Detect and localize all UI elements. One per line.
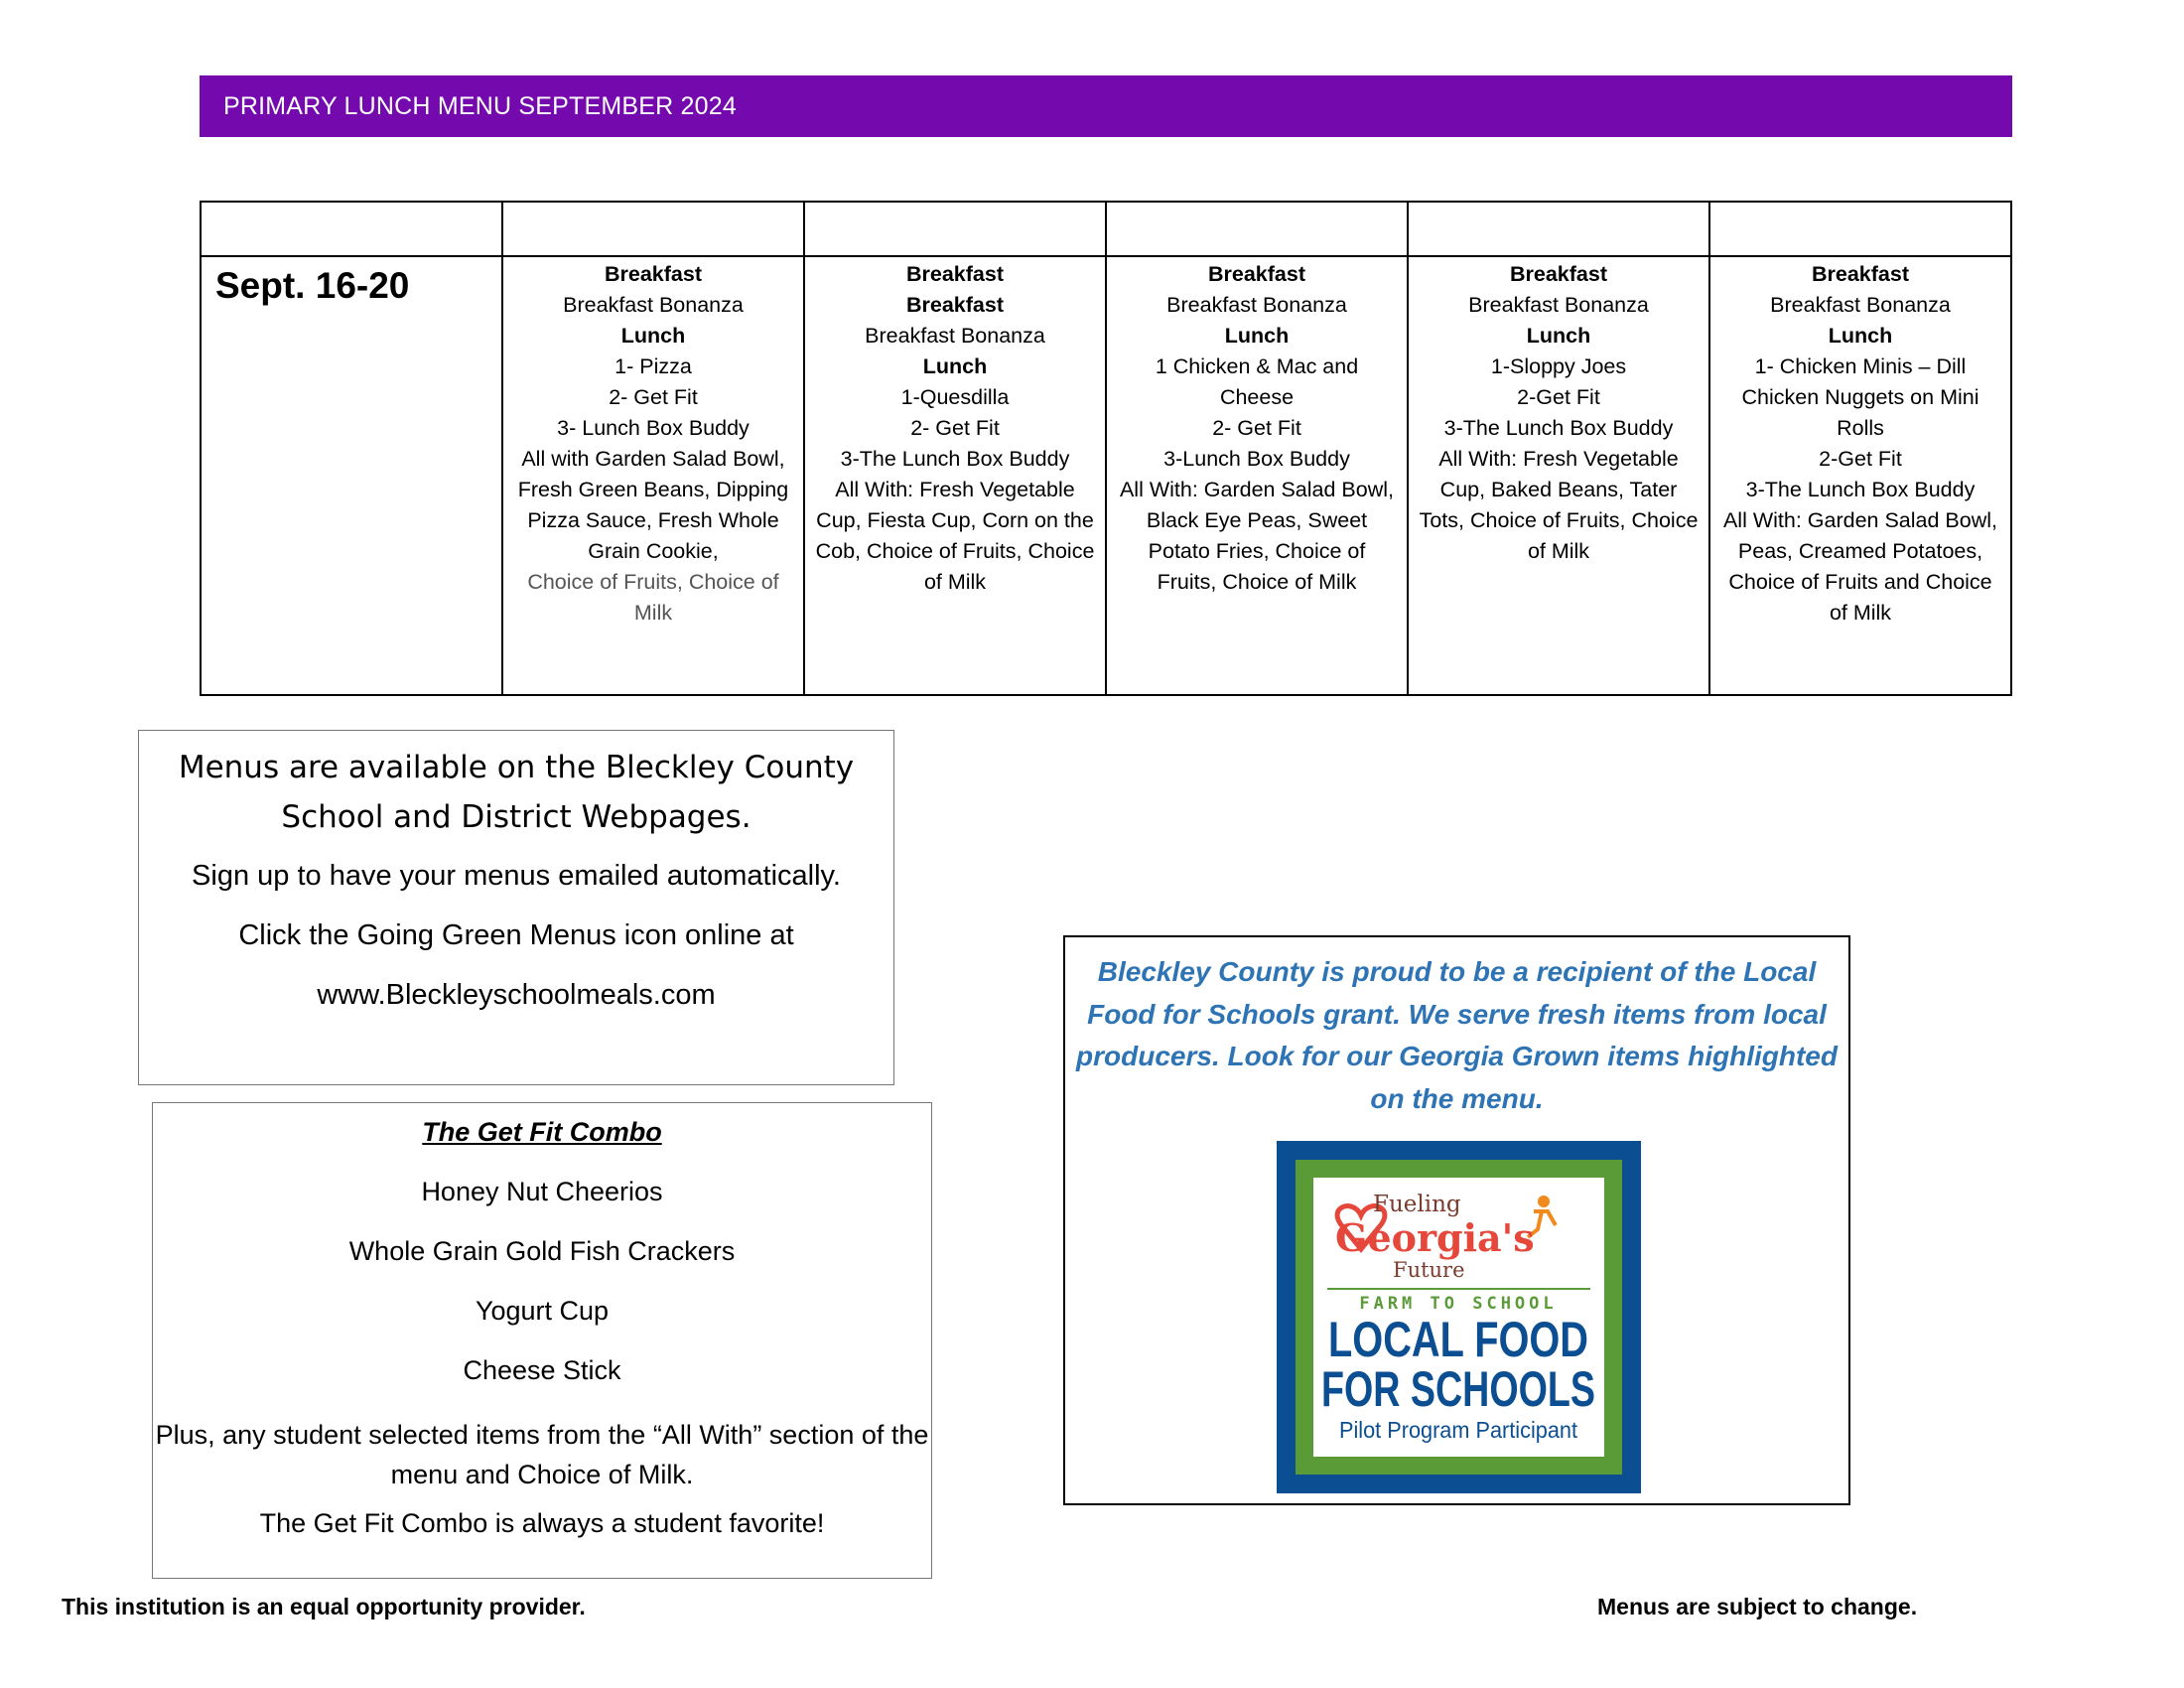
menu-line: 1- Pizza [614,354,692,378]
day-cell [1408,256,1709,695]
get-fit-item: Honey Nut Cheerios [421,1177,663,1206]
logo-future: Future [1393,1258,1465,1282]
header-cell [804,202,1106,256]
menu-line: Breakfast [906,293,1004,317]
menu-line: Breakfast Bonanza [1166,293,1347,317]
menu-line: Breakfast [1510,262,1607,286]
info-signup-text: Sign up to have your menus emailed automatically. [192,860,841,892]
menu-line: 1-Quesdilla [900,385,1010,409]
day-menu [1710,257,2010,629]
day-cell [1106,256,1408,695]
menu-line: Breakfast [1208,262,1305,286]
menu-line: Lunch [1224,324,1290,348]
menu-line: All with Garden Salad Bowl, Fresh Green Beans, Dipping Pizza Sauce, Fresh Whole Grain Cookie, [517,447,789,563]
menu-line: 1 Chicken & Mac and Cheese [1155,354,1359,409]
day-menu [1107,257,1407,598]
menu-line: 2- Get Fit [609,385,698,409]
header-cell [1408,202,1709,256]
subject-to-change-text: Menus are subject to change. [1597,1594,1918,1619]
week-label: Sept. 16-20 [215,265,410,306]
info-webpages-text: Menus are available on the Bleckley County School and District Webpages. [178,750,855,835]
logo-panel [1313,1178,1604,1457]
logo-green-frame [1296,1160,1622,1475]
menu-line: All With: Garden Salad Bowl, Black Eye Peas, Sweet Potato Fries, Choice of Fruits, Choice of Milk [1119,478,1395,594]
menu-line: 3-The Lunch Box Buddy [840,447,1070,471]
menu-line: 3-Lunch Box Buddy [1163,447,1350,471]
menu-line: Breakfast Bonanza [865,324,1045,348]
menu-line: 2-Get Fit [1819,447,1902,471]
menu-line: 2- Get Fit [1212,416,1301,440]
day-menu [503,257,803,629]
menu-line: Breakfast [906,262,1004,286]
menu-line: 1- Chicken Minis – Dill Chicken Nuggets on Mini Rolls [1741,354,1979,440]
logo-local-food: LOCAL FOOD [1328,1312,1588,1367]
get-fit-plus-text: Plus, any student selected items from the “All With” section of the menu and Choice of Milk. [155,1420,929,1489]
menu-line: All With: Fresh Vegetable Cup, Baked Beans, Tater Tots, Choice of Fruits, Choice of Milk [1419,447,1699,563]
runner-icon [1538,1196,1550,1207]
day-cell [502,256,804,695]
menu-line: 2-Get Fit [1517,385,1600,409]
header-cell [1709,202,2011,256]
get-fit-title: The Get Fit Combo [422,1117,662,1147]
day-menu [805,257,1105,598]
info-website-link[interactable]: www.Bleckleyschoolmeals.com [317,979,716,1011]
menu-line: All With: Fresh Vegetable Cup, Fiesta Cup, Corn on the Cob, Choice of Fruits, Choice of Milk [815,478,1095,594]
grant-box [1063,935,1850,1505]
get-fit-item: Cheese Stick [463,1355,621,1385]
menu-line: Breakfast Bonanza [1468,293,1649,317]
menu-table [200,201,2012,696]
menu-line: Lunch [1526,324,1591,348]
table-header-row [201,202,2011,256]
menu-line: All With: Garden Salad Bowl, Peas, Creamed Potatoes, Choice of Fruits and Choice of Milk [1722,508,1998,625]
logo-georgias: Georgia's [1335,1215,1535,1260]
logo-fueling: Fueling [1373,1192,1461,1217]
menu-line: 3- Lunch Box Buddy [557,416,750,440]
menu-line: 3-The Lunch Box Buddy [1745,478,1976,501]
get-fit-item: Whole Grain Gold Fish Crackers [348,1236,736,1266]
local-food-for-schools-logo [1277,1141,1641,1493]
menu-line: Choice of Fruits, Choice of Milk [527,570,779,625]
menu-line: 3-The Lunch Box Buddy [1443,416,1674,440]
day-menu [1409,257,1708,567]
get-fit-item: Yogurt Cup [475,1296,610,1326]
menu-line: Lunch [620,324,686,348]
day-cell [1709,256,2011,695]
menu-line: 1-Sloppy Joes [1490,354,1627,378]
get-fit-combo-box [152,1102,932,1579]
header-cell [201,202,502,256]
menu-banner [200,75,2012,137]
header-cell [502,202,804,256]
header-cell [1106,202,1408,256]
menu-line: Breakfast Bonanza [563,293,744,317]
menu-line: Lunch [1828,324,1893,348]
logo-pilot-program: Pilot Program Participant [1339,1417,1578,1443]
grant-text: Bleckley County is proud to be a recipient of the Local Food for Schools grant. We serve fresh items from local producers. Look for our Georgia Grown items highlighted on the menu. [1076,956,1838,1114]
day-cell [804,256,1106,695]
menu-line: Breakfast Bonanza [1770,293,1951,317]
week-label-cell [201,256,502,695]
menus-info-box [138,730,894,1085]
banner-title: PRIMARY LUNCH MENU SEPTEMBER 2024 [223,91,737,120]
menu-line: Lunch [922,354,988,378]
info-click-text: Click the Going Green Menus icon online at [238,919,794,951]
logo-for-schools: FOR SCHOOLS [1321,1361,1595,1417]
week-row [201,256,2011,695]
menu-line: Breakfast [1812,262,1909,286]
logo-farm-to-school: FARM TO SCHOOL [1359,1294,1558,1314]
logo-graphic [1313,1178,1604,1456]
menu-line: Breakfast [605,262,702,286]
get-fit-favorite-text: The Get Fit Combo is always a student favorite! [259,1508,825,1538]
equal-opportunity-text: This institution is an equal opportunity provider. [62,1594,586,1619]
menu-line: 2- Get Fit [910,416,1000,440]
